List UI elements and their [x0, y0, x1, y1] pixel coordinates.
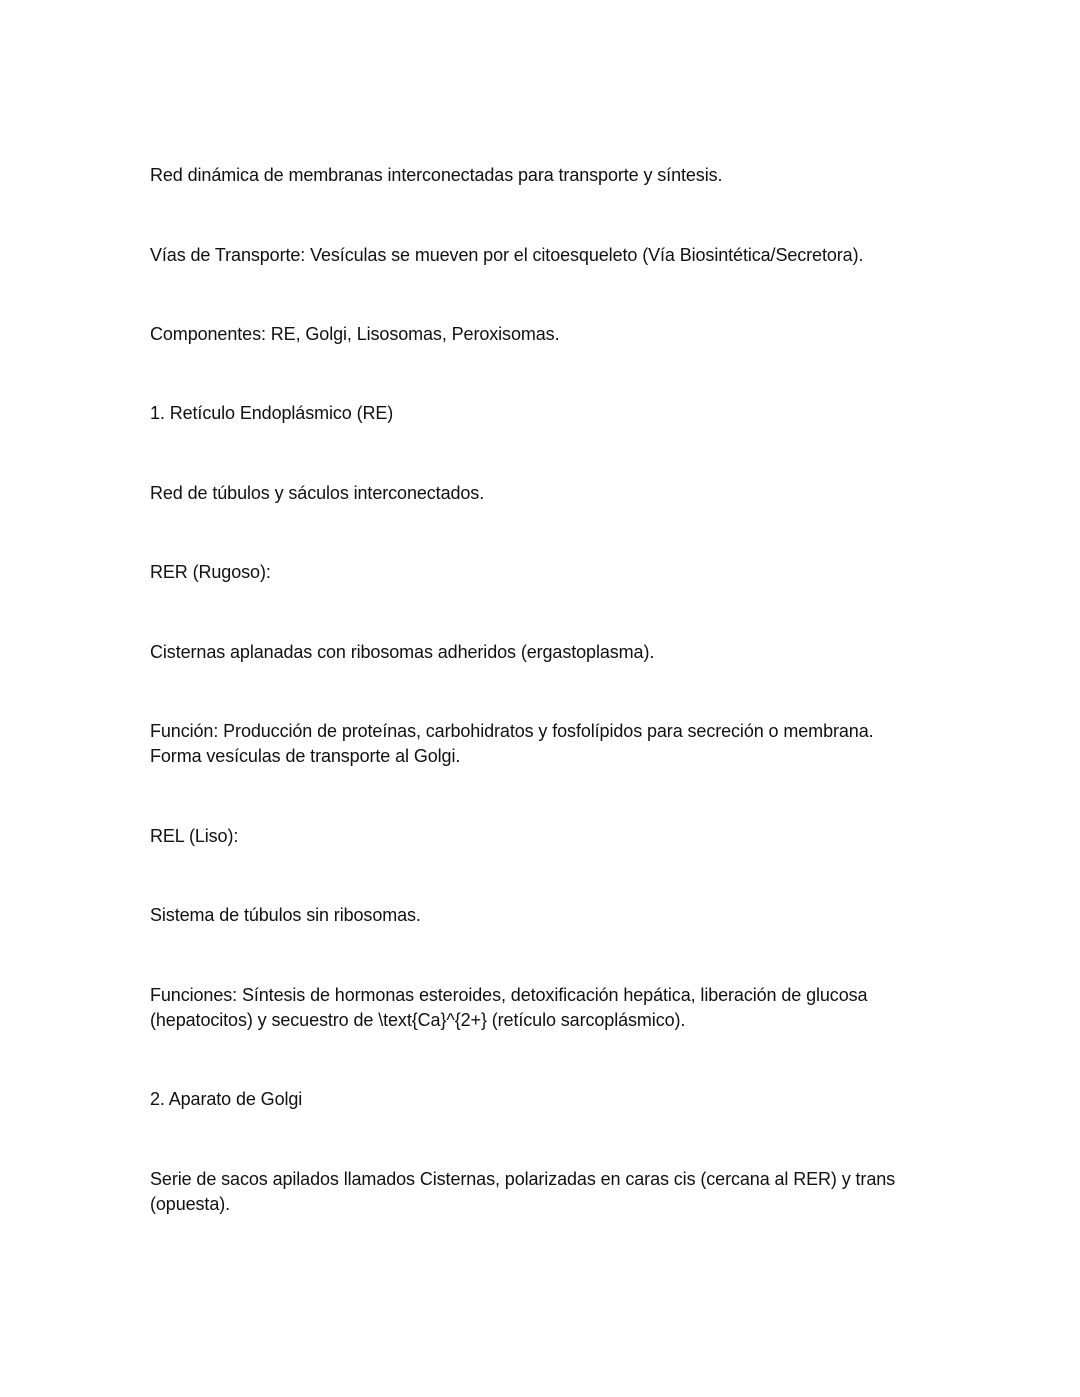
paragraph-components — [150, 322, 559, 347]
paragraph-re-desc — [150, 481, 484, 506]
text-line: REL (Liso): — [150, 826, 239, 846]
text-line: Vías de Transporte: Vesículas se mueven por el citoesqueleto (Vía Biosintética/Secretora). — [150, 245, 864, 265]
text-line: Componentes: RE, Golgi, Lisosomas, Peroxisomas. — [150, 324, 560, 344]
paragraph-transport — [150, 243, 863, 268]
text-line: (opuesta). — [150, 1194, 231, 1214]
text-line: RER (Rugoso): — [150, 562, 271, 582]
text-line: Red dinámica de membranas interconectadas para transporte y síntesis. — [150, 165, 723, 185]
text-line: 1. Retículo Endoplásmico (RE) — [150, 403, 394, 423]
paragraph-rel-functions — [150, 983, 867, 1033]
paragraph-rer-desc — [150, 640, 654, 665]
paragraph-rer-function — [150, 719, 874, 769]
paragraph-golgi-desc — [150, 1167, 895, 1217]
text-line: 2. Aparato de Golgi — [150, 1089, 303, 1109]
text-line: Serie de sacos apilados llamados Cisternas, polarizadas en caras cis (cercana al RER) y trans — [150, 1169, 896, 1189]
text-line: Sistema de túbulos sin ribosomas. — [150, 905, 421, 925]
heading-golgi — [150, 1087, 302, 1112]
text-line: Funciones: Síntesis de hormonas esteroides, detoxificación hepática, liberación de glucosa — [150, 985, 868, 1005]
text-line: Cisternas aplanadas con ribosomas adheridos (ergastoplasma). — [150, 642, 655, 662]
subheading-rel — [150, 824, 238, 849]
text-line: Función: Producción de proteínas, carbohidratos y fosfolípidos para secreción o membrana. — [150, 721, 874, 741]
subheading-rer — [150, 560, 271, 585]
text-line: (hepatocitos) y secuestro de \text{Ca}^{2+} (retículo sarcoplásmico). — [150, 1010, 686, 1030]
text-line: Forma vesículas de transporte al Golgi. — [150, 746, 461, 766]
paragraph-intro — [150, 163, 722, 188]
heading-re — [150, 401, 393, 426]
paragraph-rel-desc — [150, 903, 421, 928]
text-line: Red de túbulos y sáculos interconectados. — [150, 483, 485, 503]
